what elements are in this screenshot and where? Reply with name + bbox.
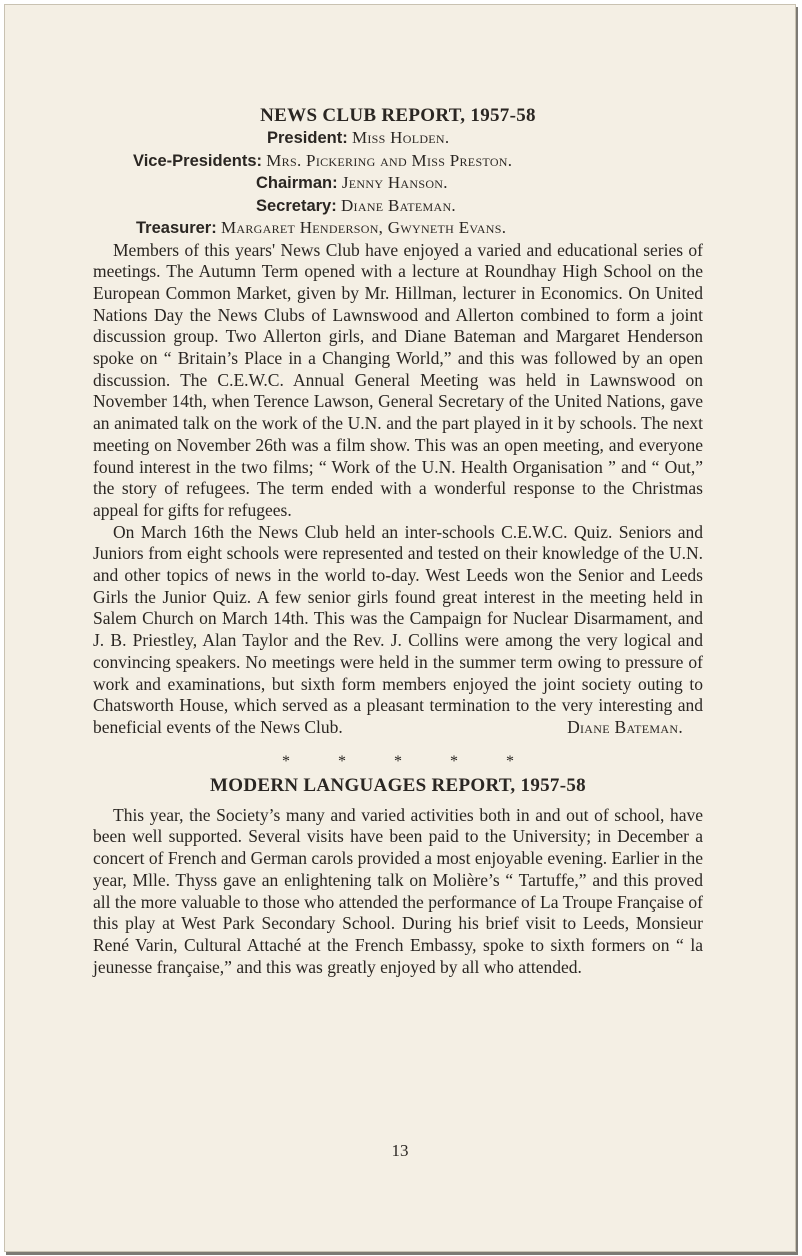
news-club-signature: Diane Bateman. xyxy=(567,716,683,737)
news-club-paragraph-1: Members of this years' News Club have enjoyed a varied and educational series of meetings. The Autumn Term opened with a lecture at Roundhay High School on the European Common Market, given by Mr. Hillman, lecturer in Economics. On United Nations Day the News Clubs of Lawnswood and Allerton combined to form a joint discussion group. Two Allerton girls, and Diane Bateman and Margaret Henderson spoke on “ Britain’s Place in a Changing World,” and this was followed by an open discussion. The C.E.W.C. Annual General Meeting was held in Lawnswood on November 14th, when Terence Lawson, General Secretary of the United Nations, gave an animated talk on the work of the U.N. and the part played in it by schools. The next meeting on November 26th was a film show. This was an open meeting, and everyone found interest in the two films; “ Work of the U.N. Health Organisation ” and “ Out,” the story of refugees. The term ended with a wonderful response to the Christmas appeal for gifts for refugees. xyxy=(93,239,703,520)
officer-role: Treasurer: xyxy=(136,219,217,237)
modern-languages-paragraph: This year, the Society’s many and varied activities both in and out of school, have been well supported. Several visits have been paid to the University; in December a concert of French and German carols provided a most enjoyable evening. Earlier in the year, Mlle. Thyss gave an enlightening talk on Molière’s “ Tartuffe,” and this proved all the more valuable to those who attended the performance of La Troupe Française of this play at West Park Secondary School. During his brief visit to Leeds, Monsieur René Varin, Cultural Attaché at the French Embassy, spoke to sixth formers on “ la jeunesse française,” and this was greatly enjoyed by all who attended. xyxy=(93,804,703,977)
document-page xyxy=(4,4,796,1252)
news-club-paragraph-2: On March 16th the News Club held an inter-schools C.E.W.C. Quiz. Seniors and Juniors from eight schools were represented and tested on their knowledge of the U.N. and other topics of news in the world to-day. West Leeds won the Senior and Leeds Girls the Junior Quiz. A few senior girls found great interest in the meeting held in Salem Church on March 14th. This was the Campaign for Nuclear Disarmament, and J. B. Priestley, Alan Taylor and the Rev. J. Collins were among the very logical and convincing speakers. No meetings were held in the summer term owing to pressure of work and examinations, but sixth form members enjoyed the joint society outing to Chatsworth House, which served as a pleasant termination to the very interesting and beneficial events of the News Club. xyxy=(93,521,703,737)
page-number: 13 xyxy=(391,1141,409,1160)
section-separator: * * * * * xyxy=(282,752,536,770)
officer-names: Margaret Henderson, Gwyneth Evans. xyxy=(220,218,507,237)
officer-names: Jenny Hanson. xyxy=(341,173,448,192)
officer-role: Chairman: xyxy=(256,174,338,192)
officer-names: Mrs. Pickering and Miss Preston. xyxy=(266,150,513,170)
officer-president xyxy=(93,127,703,150)
modern-languages-title: MODERN LANGUAGES REPORT, 1957-58 xyxy=(210,774,586,796)
officer-role: Secretary: xyxy=(256,196,337,215)
news-club-title: NEWS CLUB REPORT, 1957-58 xyxy=(260,105,536,126)
text-column xyxy=(93,105,703,978)
officer-treasurer xyxy=(93,217,703,240)
officer-chairman xyxy=(93,172,703,195)
officer-names: Miss Holden. xyxy=(351,128,450,147)
officer-secretary xyxy=(93,195,703,218)
officer-vice-presidents xyxy=(93,150,703,173)
officer-names: Diane Bateman. xyxy=(340,195,456,215)
officer-role: Vice-Presidents: xyxy=(133,151,263,170)
officer-role: President: xyxy=(267,129,348,147)
